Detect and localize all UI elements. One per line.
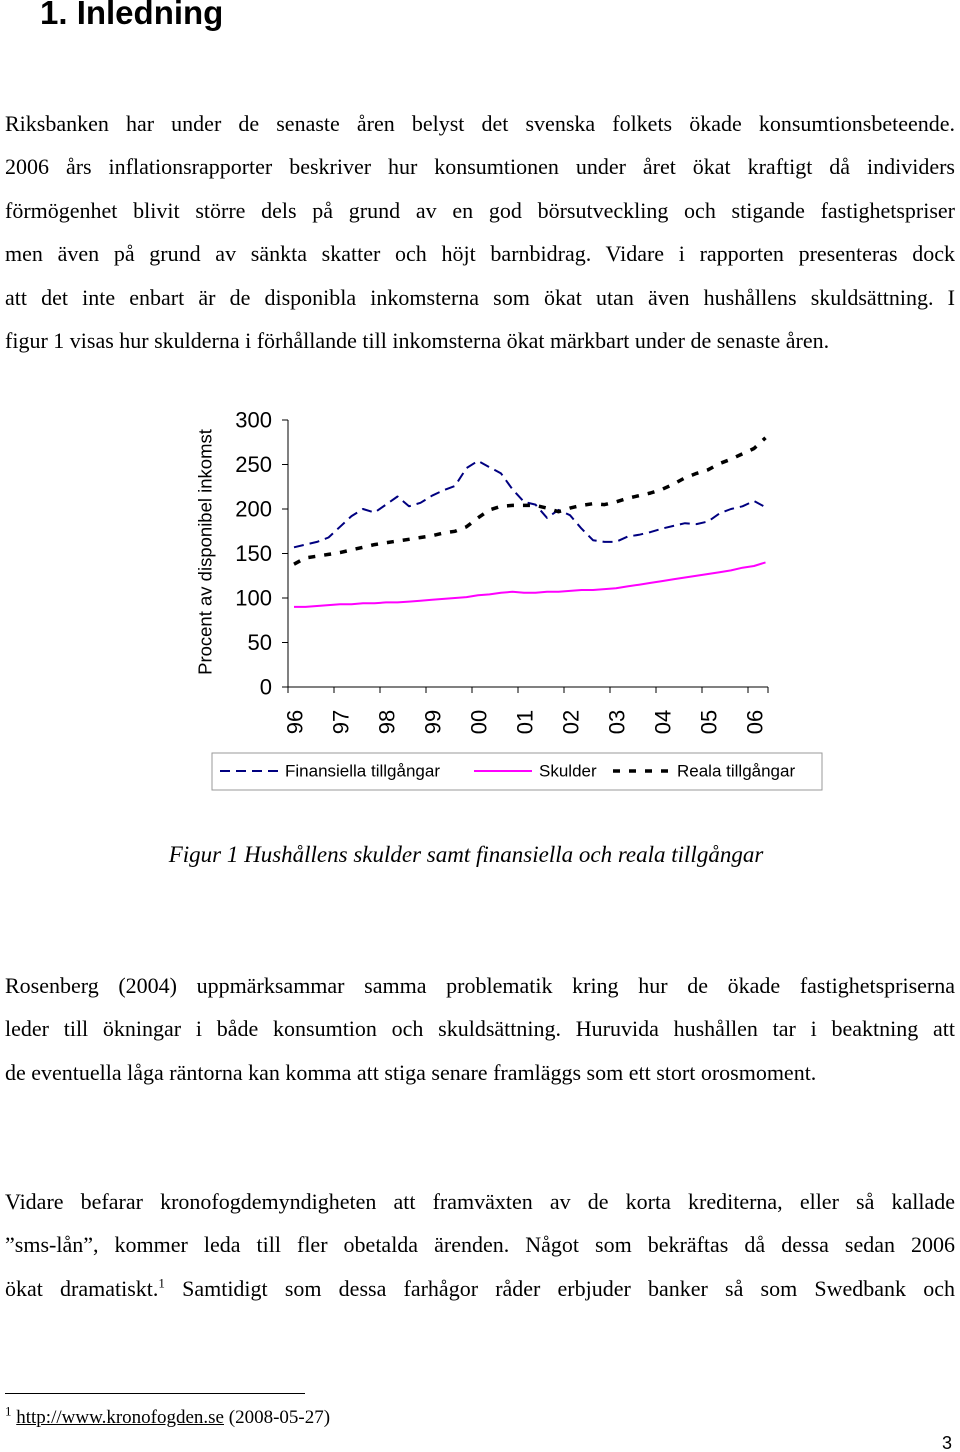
paragraph [5,102,955,362]
text-line: att det inte enbart är de disponibla inkomsterna som ökat utan även hushållens skuldsättning. I [5,284,955,310]
footnote-marker: 1 [5,1403,12,1419]
x-tick-label: 99 [420,709,446,735]
page-number: 3 [942,1433,953,1452]
text-line: de eventuella låga räntorna kan komma att stiga senare framläggs som ett stort orosmoment. [5,1059,817,1085]
y-tick-label: 0 [259,674,272,700]
x-tick-label: 00 [466,709,492,735]
y-tick-label: 50 [247,630,272,655]
text-segment: Samtidigt som dessa farhågor råder erbjuder banker så som Swedbank och [164,1275,955,1301]
footnote [5,1403,331,1430]
figure-caption: Figur 1 Hushållens skulder samt finansiella och reala tillgångar [168,842,764,867]
footnote-separator [5,1393,305,1394]
x-tick-label: 01 [512,709,538,735]
paragraph [5,1180,955,1310]
text-line: figur 1 visas hur skulderna i förhållande till inkomsterna ökat märkbart under de senaste åren. [5,327,830,353]
series-line-2 [294,562,766,607]
footnote-reference[interactable]: 1 [158,1275,165,1291]
text-line: Rosenberg (2004) uppmärksammar samma problematik kring hur de ökade fastighetspriserna [5,973,955,998]
legend-label: Reala tillgångar [677,761,796,781]
x-tick-label: 04 [650,709,676,735]
paragraph [5,964,955,1094]
y-tick-label: 200 [235,496,272,522]
legend-label: Finansiella tillgångar [285,761,440,781]
footnote-date: (2008-05-27) [228,1407,331,1428]
text-line: ”sms-lån”, kommer leda till fler obetalda ärenden. Något som bekräftas då dessa sedan 2006 [5,1232,955,1258]
x-tick-label: 06 [742,709,768,735]
text-line: förmögenhet blivit större dels på grund av en god börsutveckling och stigande fastighetspriser [5,197,955,223]
x-tick-label: 02 [558,709,584,735]
y-axis-title: Procent av disponibel inkomst [194,429,216,675]
y-tick-label: 100 [235,585,272,611]
text-line: men även på grund av sänkta skatter och höjt barnbidrag. Vidare i rapporten presenteras dock [5,241,955,267]
text-line: 2006 års inflationsrapporter beskriver hur konsumtionen under året ökat kraftigt då individers [5,154,955,180]
text-line: Riksbanken har under de senaste åren belyst det svenska folkets ökade konsumtionsbeteende. [5,111,955,136]
text-line: Vidare befarar kronofogdemyndigheten att framväxten av de korta krediterna, eller så kallade [5,1189,955,1214]
y-tick-label: 300 [235,407,272,433]
legend-label: Skulder [539,761,597,781]
x-tick-label: 03 [604,709,630,735]
x-tick-label: 05 [696,709,722,735]
text-line: leder till ökningar i både konsumtion och skuldsättning. Huruvida hushållen tar i beaktning att [5,1016,955,1042]
x-tick-label: 96 [282,709,308,735]
text-segment: ökat dramatiskt. [5,1275,159,1301]
x-tick-label: 97 [328,709,354,735]
footnote-link[interactable]: http://www.kronofogden.se [16,1407,224,1428]
x-tick-label: 98 [374,709,400,735]
section-heading: 1. Inledning [40,0,224,31]
y-tick-label: 250 [235,452,272,477]
y-tick-label: 150 [235,541,272,566]
line-chart [0,395,960,805]
text-line [5,1267,955,1310]
series-line-3 [294,438,766,564]
